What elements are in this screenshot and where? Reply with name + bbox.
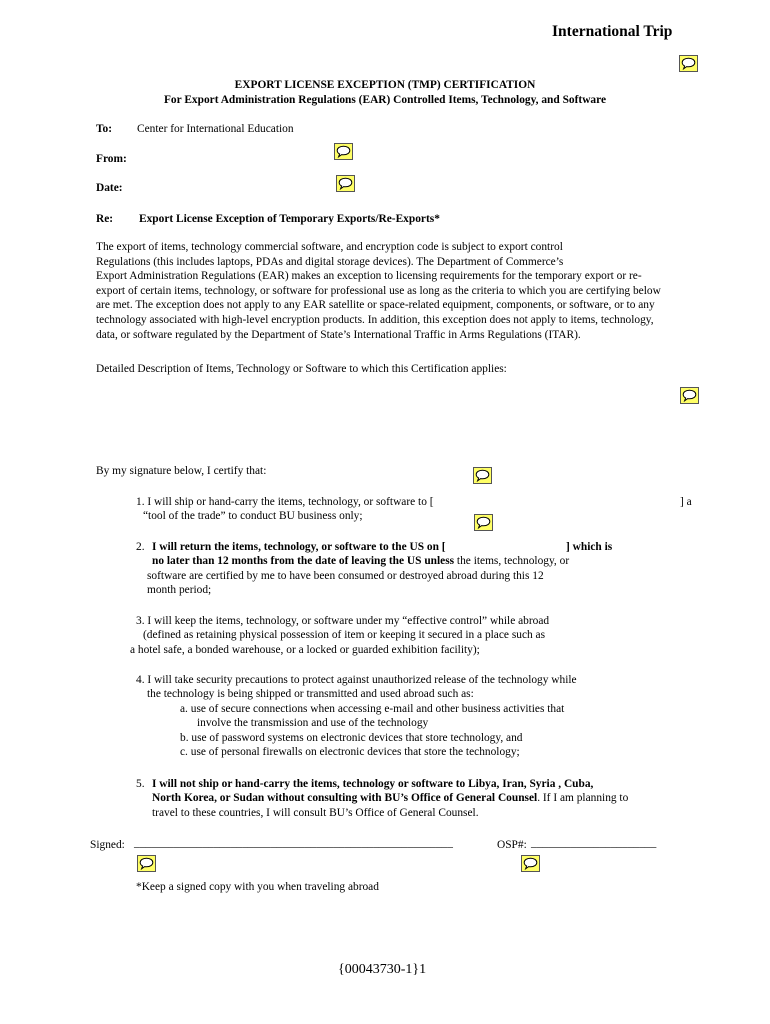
- document-subtitle: For Export Administration Regulations (EAR) Controlled Items, Technology, and Software: [163, 94, 607, 106]
- item-1-text-end: ] a: [680, 496, 692, 508]
- item-5-bold-cont: North Korea, or Sudan without consulting with BU’s Office of General Counsel: [152, 792, 538, 804]
- footnote: *Keep a signed copy with you when traveling abroad: [136, 881, 379, 893]
- item-5-line-2: [152, 791, 628, 806]
- intro-line: The export of items, technology commercial software, and encryption code is subject to export control: [96, 241, 563, 253]
- item-4-sub-a-cont: involve the transmission and use of the technology: [197, 717, 429, 729]
- item-2-line-2: [152, 554, 569, 569]
- intro-paragraph: [96, 240, 661, 342]
- page-header-title: International Trip: [552, 23, 673, 40]
- item-5-rest: . If I am planning to: [537, 792, 629, 804]
- document-title: EXPORT LICENSE EXCEPTION (TMP) CERTIFICATION: [234, 79, 536, 91]
- intro-line: data, or software regulated by the Department of State’s International Traffic in Arms Regulations (ITAR).: [96, 328, 581, 341]
- comment-note-icon[interactable]: [474, 514, 493, 531]
- from-label: From:: [96, 153, 127, 165]
- comment-note-icon[interactable]: [137, 855, 156, 872]
- item-2-line-3: software are certified by me to have been consumed or destroyed abroad during this 12: [147, 570, 544, 582]
- comment-note-icon[interactable]: [336, 175, 355, 192]
- certify-intro: By my signature below, I certify that:: [96, 465, 267, 477]
- date-label: Date:: [96, 182, 123, 194]
- intro-line: are met. The exception does not apply to any EAR satellite or space-related equipment, components, or software, or to any: [96, 299, 655, 312]
- re-value: Export License Exception of Temporary Exports/Re-Exports*: [139, 213, 440, 225]
- re-label: Re:: [96, 213, 114, 225]
- item-3-line-1: 3. I will keep the items, technology, or software under my “effective control” while abroad: [136, 615, 550, 627]
- comment-note-icon[interactable]: [334, 143, 353, 160]
- item-4-line-2: the technology is being shipped or transmitted and used abroad such as:: [147, 688, 474, 700]
- comment-note-icon[interactable]: [679, 55, 698, 72]
- to-value: Center for International Education: [137, 123, 294, 135]
- document-id: {00043730-1}1: [338, 962, 427, 977]
- intro-line: Export Administration Regulations (EAR) makes an exception to licensing requirements for the temporary export or re-: [96, 270, 642, 283]
- item-5-bold: I will not ship or hand-carry the items, technology or software to Libya, Iran, Syria , Cuba,: [152, 778, 594, 790]
- signed-label: Signed:: [90, 839, 125, 851]
- to-label: To:: [96, 123, 113, 135]
- intro-line: export of certain items, technology, or software for professional use as long as the criteria to which you are certifying below: [96, 284, 661, 297]
- item-2-bold: I will return the items, technology, or software to the US on [: [152, 541, 446, 553]
- item-1-text-cont: “tool of the trade” to conduct BU business only;: [143, 510, 363, 522]
- comment-note-icon[interactable]: [521, 855, 540, 872]
- item-4-line-1: 4. I will take security precautions to protect against unauthorized release of the technology while: [136, 674, 577, 686]
- intro-line: technology associated with high-level encryption products. In addition, this exception does not apply to items, technology,: [96, 313, 654, 326]
- description-label: Detailed Description of Items, Technology or Software to which this Certification applies:: [96, 363, 507, 375]
- osp-label: OSP#:: [497, 839, 527, 851]
- item-4-sub-a: a. use of secure connections when accessing e-mail and other business activities that: [180, 703, 565, 715]
- item-2-bold-end: ] which is: [566, 541, 613, 553]
- item-1-text: 1. I will ship or hand-carry the items, technology, or software to [: [136, 496, 434, 508]
- item-2-rest: the items, technology, or: [454, 555, 570, 567]
- item-4-sub-b: b. use of password systems on electronic devices that store technology, and: [180, 732, 523, 744]
- signature-field[interactable]: ________________________________________________________: [134, 837, 453, 849]
- item-2-bold-cont: no later than 12 months from the date of leaving the US unless: [152, 555, 455, 567]
- item-5-number: 5.: [136, 778, 145, 790]
- comment-note-icon[interactable]: [680, 387, 699, 404]
- item-4-sub-c: c. use of personal firewalls on electronic devices that store the technology;: [180, 746, 520, 758]
- comment-note-icon[interactable]: [473, 467, 492, 484]
- item-3-line-3: a hotel safe, a bonded warehouse, or a locked or guarded exhibition facility);: [130, 644, 480, 656]
- item-2-line-4: month period;: [147, 584, 212, 596]
- intro-line: Regulations (this includes laptops, PDAs and digital storage devices). The Department of Commerce’s: [96, 255, 564, 268]
- osp-field[interactable]: ______________________: [531, 837, 657, 849]
- item-3-line-2: (defined as retaining physical possession of item or keeping it secured in a place such as: [143, 629, 546, 641]
- item-2-number: 2.: [136, 541, 145, 553]
- item-5-line-3: travel to these countries, I will consult BU’s Office of General Counsel.: [152, 807, 479, 819]
